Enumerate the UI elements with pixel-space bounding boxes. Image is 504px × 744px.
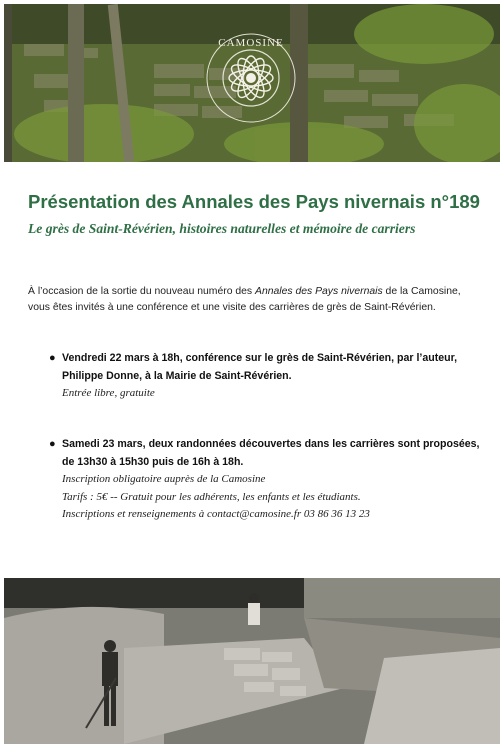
event-item-hikes xyxy=(49,436,492,524)
event-line: Philippe Donne, à la Mairie de Saint-Révérien. xyxy=(62,369,292,382)
intro-journal-title: Annales des Pays nivernais xyxy=(255,286,383,297)
event-note: Inscription obligatoire auprès de la Camosine xyxy=(62,473,266,485)
newsletter-frame xyxy=(4,4,500,744)
intro-text-before: À l’occasion de la sortie du nouveau numéro des xyxy=(28,286,256,297)
event-line: Samedi 23 mars, deux randonnées découvertes dans les carrières sont proposées, xyxy=(62,438,480,450)
event-contact[interactable]: Inscriptions et renseignements à contact@camosine.fr 03 86 36 13 23 xyxy=(62,508,370,520)
event-note: Tarifs : 5€ -- Gratuit pour les adhérents, les enfants et les étudiants. xyxy=(62,490,361,503)
logo-wordmark: CAMOSINE xyxy=(218,37,284,49)
event-item-conference xyxy=(49,350,492,403)
footer-photo-quarry-workers xyxy=(4,578,500,744)
bullet-icon: ● xyxy=(49,438,56,450)
event-line: de 13h30 à 15h30 puis de 16h à 18h. xyxy=(62,455,244,468)
footer-photo-art xyxy=(4,578,500,744)
bullet-icon: ● xyxy=(49,352,56,364)
event-note: Entrée libre, gratuite xyxy=(62,387,155,399)
intro-text-after: de la Camosine, vous êtes invités à une conférence et une visite des carrières de grès de Saint-Révérien. xyxy=(28,286,461,313)
header-photo-art xyxy=(4,4,500,162)
page-title: Présentation des Annales des Pays nivernais n°189 xyxy=(28,191,480,212)
header-photo-quarry-wall xyxy=(4,4,500,162)
intro-paragraph xyxy=(28,284,480,316)
event-line: Vendredi 22 mars à 18h, conférence sur le grès de Saint-Révérien, par l’auteur, xyxy=(62,352,458,364)
page-subtitle: Le grès de Saint-Révérien, histoires naturelles et mémoire de carriers xyxy=(28,221,416,236)
